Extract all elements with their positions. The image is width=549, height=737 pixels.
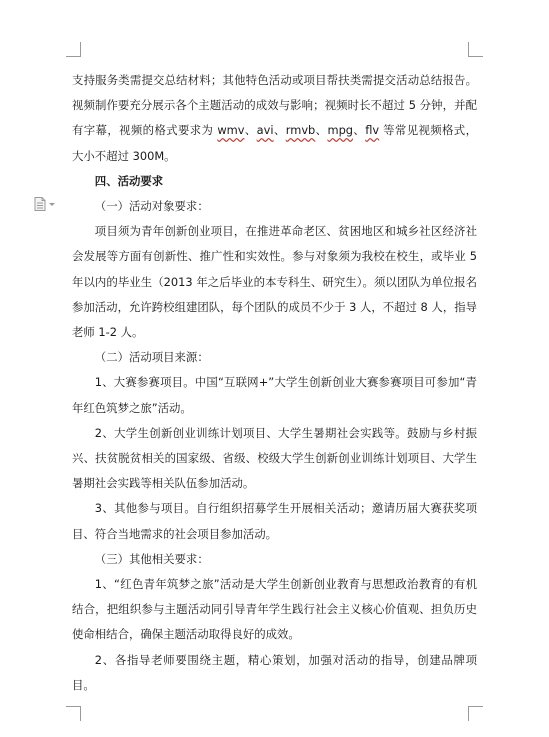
list-item: 1、大赛参赛项目。中国“互联网+”大学生创新创业大赛参赛项目可参加“青年红色筑梦之旅”活动。 (72, 375, 477, 415)
list-item: 2、大学生创新创业训练计划项目、大学生暑期社会实践等。鼓励与乡村振兴、扶贫脱贫相关的国家级、省级、校级大学生创新创业训练计划项目、大学生暑期社会实践等相关队伍参加活动。 (72, 425, 477, 491)
list-item: 2、各指导老师要围绕主题，精心策划，加强对活动的指导，创建品牌项目。 (72, 652, 477, 692)
subheading-participants: （一）活动对象要求： (94, 199, 209, 214)
format-flv: flv (365, 123, 380, 138)
format-rmvb: rmvb (285, 123, 316, 138)
format-mpg: mpg (327, 123, 354, 138)
subheading-other-requirements: （三）其他相关要求： (94, 551, 209, 566)
paragraph-participants: 项目须为青年创新创业项目，在推进革命老区、贫困地区和城乡社区经济社会发展等方面有创新性、推广性和实效性。参与对象须为我校在校生，或毕业 5 年以内的毕业生（2013 年之后毕业的本专科生、研究生）。须以团队为单位报名参加活动，允许跨校组建团队，每个团队的成员不少于 3 人，不超过 8 人，指导老师 1-2 人。 (72, 224, 477, 340)
subheading-project-sources: （二）活动项目来源： (94, 350, 209, 365)
list-item: 3、其他参与项目。自行组织招募学生开展相关活动；邀请历届大赛获奖项目、符合当地需求的社会项目参加活动。 (72, 501, 477, 541)
crop-mark-bottom-right (468, 706, 483, 721)
document-body[interactable] (72, 68, 477, 698)
document-options-icon[interactable] (34, 196, 58, 210)
format-avi: avi (256, 123, 274, 138)
section-heading: 四、活动要求 (94, 173, 164, 188)
list-item: 1、“红色青年筑梦之旅”活动是大学生创新创业教育与思想政治教育的有机结合，把组织参与主题活动同引导青年学生践行社会主义核心价值观、担负历史使命相结合，确保主题活动取得良好的成效。 (72, 577, 477, 642)
crop-mark-top-right (468, 42, 483, 57)
crop-mark-top-left (66, 42, 81, 57)
format-wmv: wmv (217, 123, 245, 138)
crop-mark-bottom-left (66, 706, 81, 721)
paragraph-video-requirements: 支持服务类需提交总结材料；其他特色活动或项目帮扶类需提交活动总结报告。视频制作要充分展示各个主题活动的成效与影响；视频时长不超过 5 分钟，并配有字幕，视频的格式要求为 wmv、avi、rmvb、mpg、flv 等常见视频格式，大小不超过 300M。 (72, 73, 477, 163)
